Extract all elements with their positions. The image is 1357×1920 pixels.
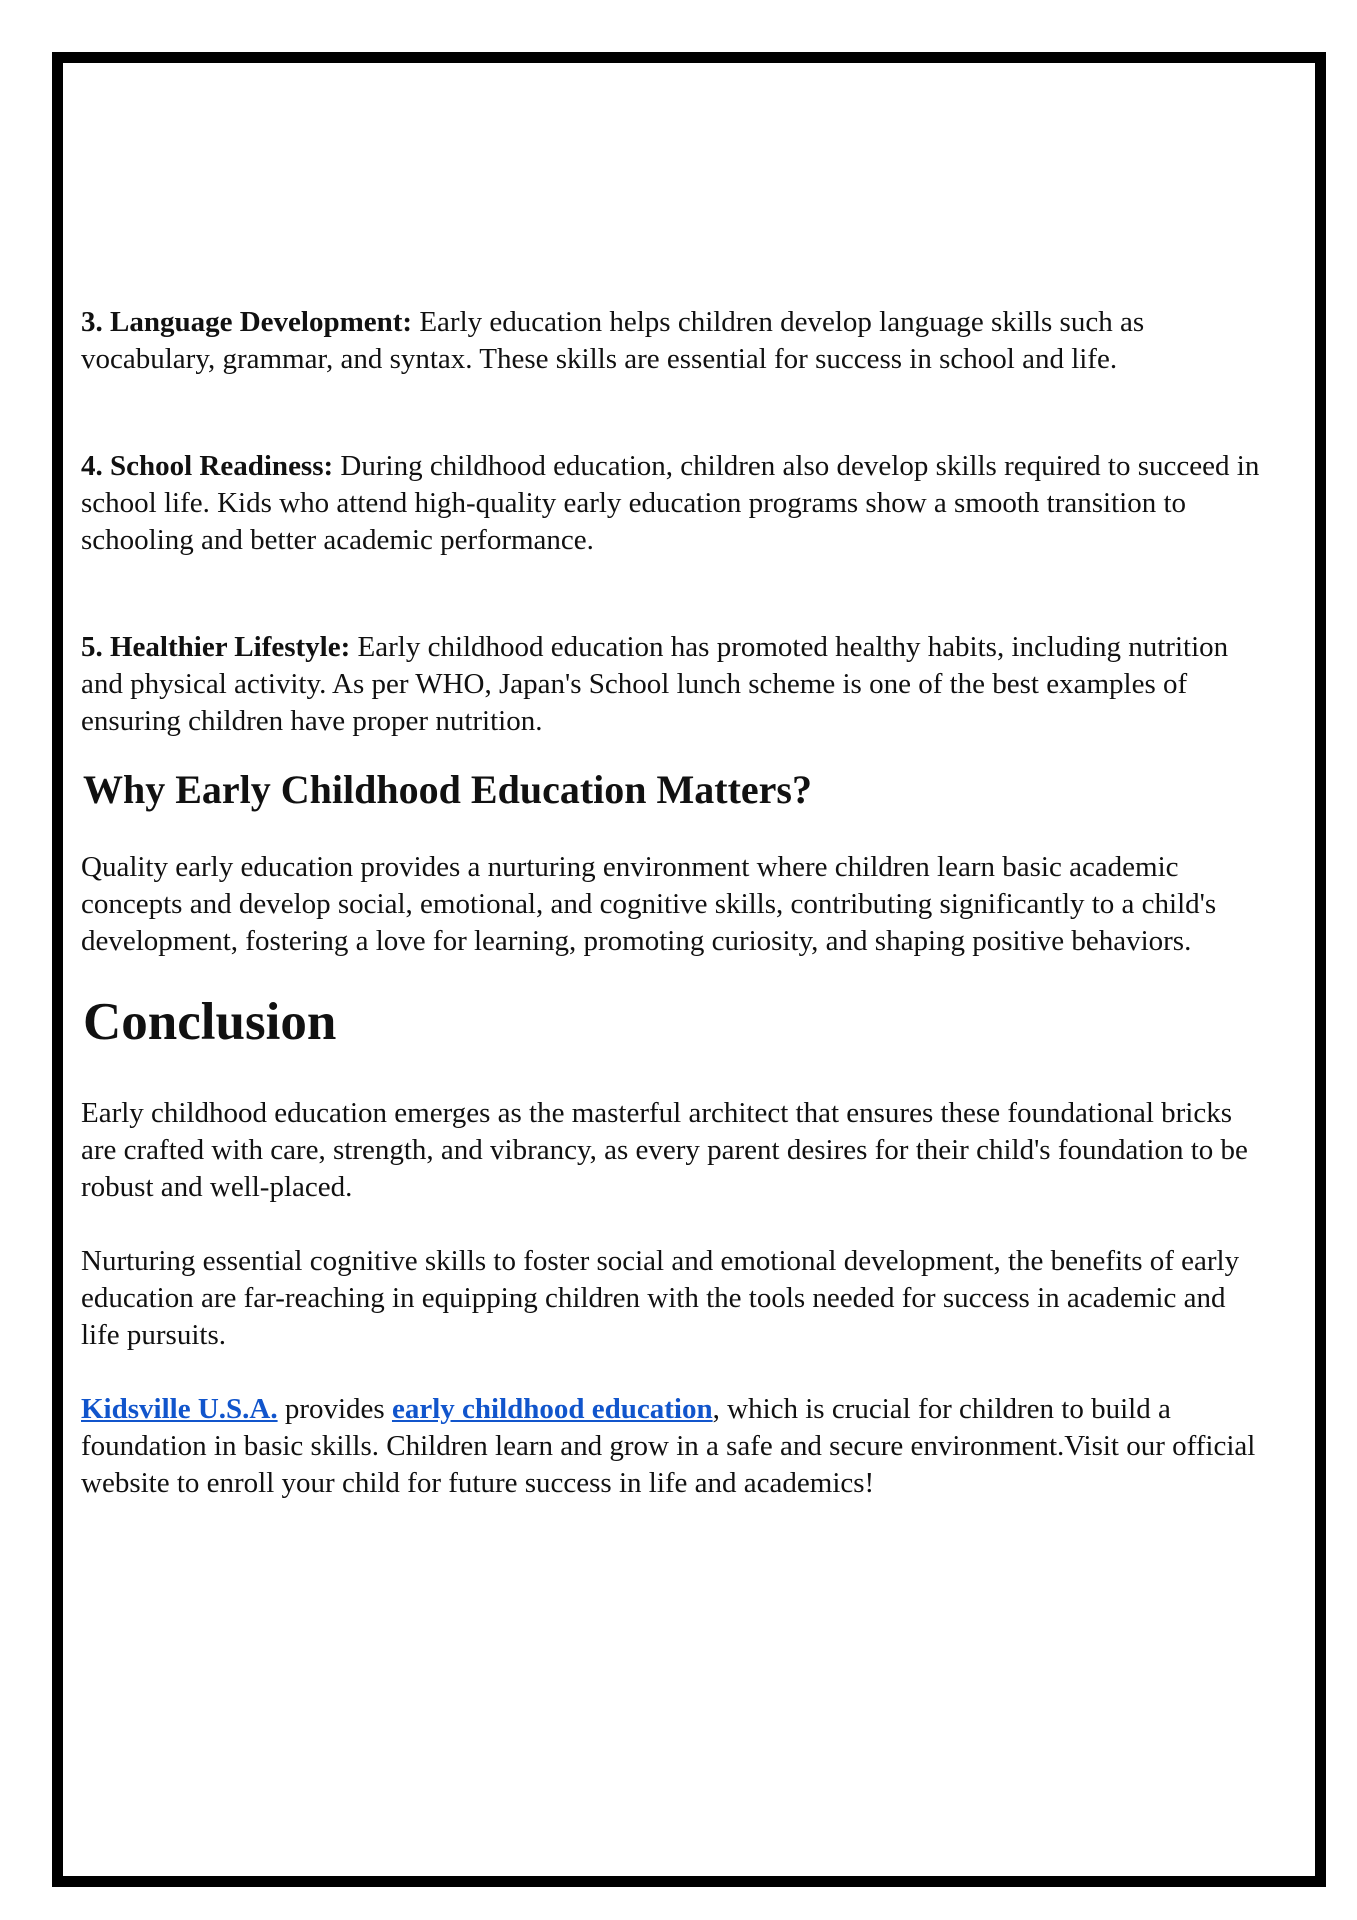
document-content bbox=[81, 304, 1261, 1502]
conclusion-heading: Conclusion bbox=[83, 993, 337, 1051]
conclusion-final-paragraph bbox=[81, 1391, 1261, 1502]
benefit-school-readiness bbox=[81, 448, 1261, 559]
benefit-text: Early education helps children develop language skills such as vocabulary, grammar, and syntax. These skills are essential for success in school and life. bbox=[81, 306, 1145, 375]
benefit-heading: 4. School Readiness: bbox=[81, 450, 334, 482]
kidsville-link[interactable]: Kidsville U.S.A. bbox=[81, 1393, 278, 1425]
benefit-text: During childhood education, children also develop skills required to succeed in school life. Kids who attend high-quality early education programs show a smooth transition to schooling and better academic performance. bbox=[81, 450, 1260, 556]
early-childhood-education-link[interactable]: early childhood education bbox=[391, 1393, 713, 1425]
benefit-language-development bbox=[81, 304, 1261, 378]
benefit-heading: 3. Language Development: bbox=[81, 306, 413, 338]
benefit-heading: 5. Healthier Lifestyle: bbox=[81, 631, 351, 663]
benefit-healthier-lifestyle bbox=[81, 629, 1261, 740]
why-section-text: Quality early education provides a nurturing environment where children learn basic academic concepts and develop social, emotional, and cognitive skills, contributing significantly to a child's development, fostering a love for learning, promoting curiosity, and shaping positive behaviors. bbox=[81, 851, 1217, 957]
conclusion-paragraph-1: Early childhood education emerges as the masterful architect that ensures these foundational bricks are crafted with care, strength, and vibrancy, as every parent desires for their child's foundation to be robust and well-placed. bbox=[81, 1097, 1248, 1203]
benefit-text: Early childhood education has promoted healthy habits, including nutrition and physical activity. As per WHO, Japan's School lunch scheme is one of the best examples of ensuring children have proper nutrition. bbox=[81, 631, 1229, 737]
why-section-heading: Why Early Childhood Education Matters? bbox=[83, 767, 812, 812]
final-text-2: , which is crucial for children to build a foundation in basic skills. Children learn and grow in a safe and secure environment.Visit our official website to enroll your child for future success in life and academics! bbox=[81, 1393, 1256, 1499]
conclusion-paragraph-2: Nurturing essential cognitive skills to foster social and emotional development, the benefits of early education are far-reaching in equipping children with the tools needed for success in academic and life pursuits. bbox=[81, 1245, 1240, 1351]
final-text-1: provides bbox=[277, 1393, 392, 1425]
